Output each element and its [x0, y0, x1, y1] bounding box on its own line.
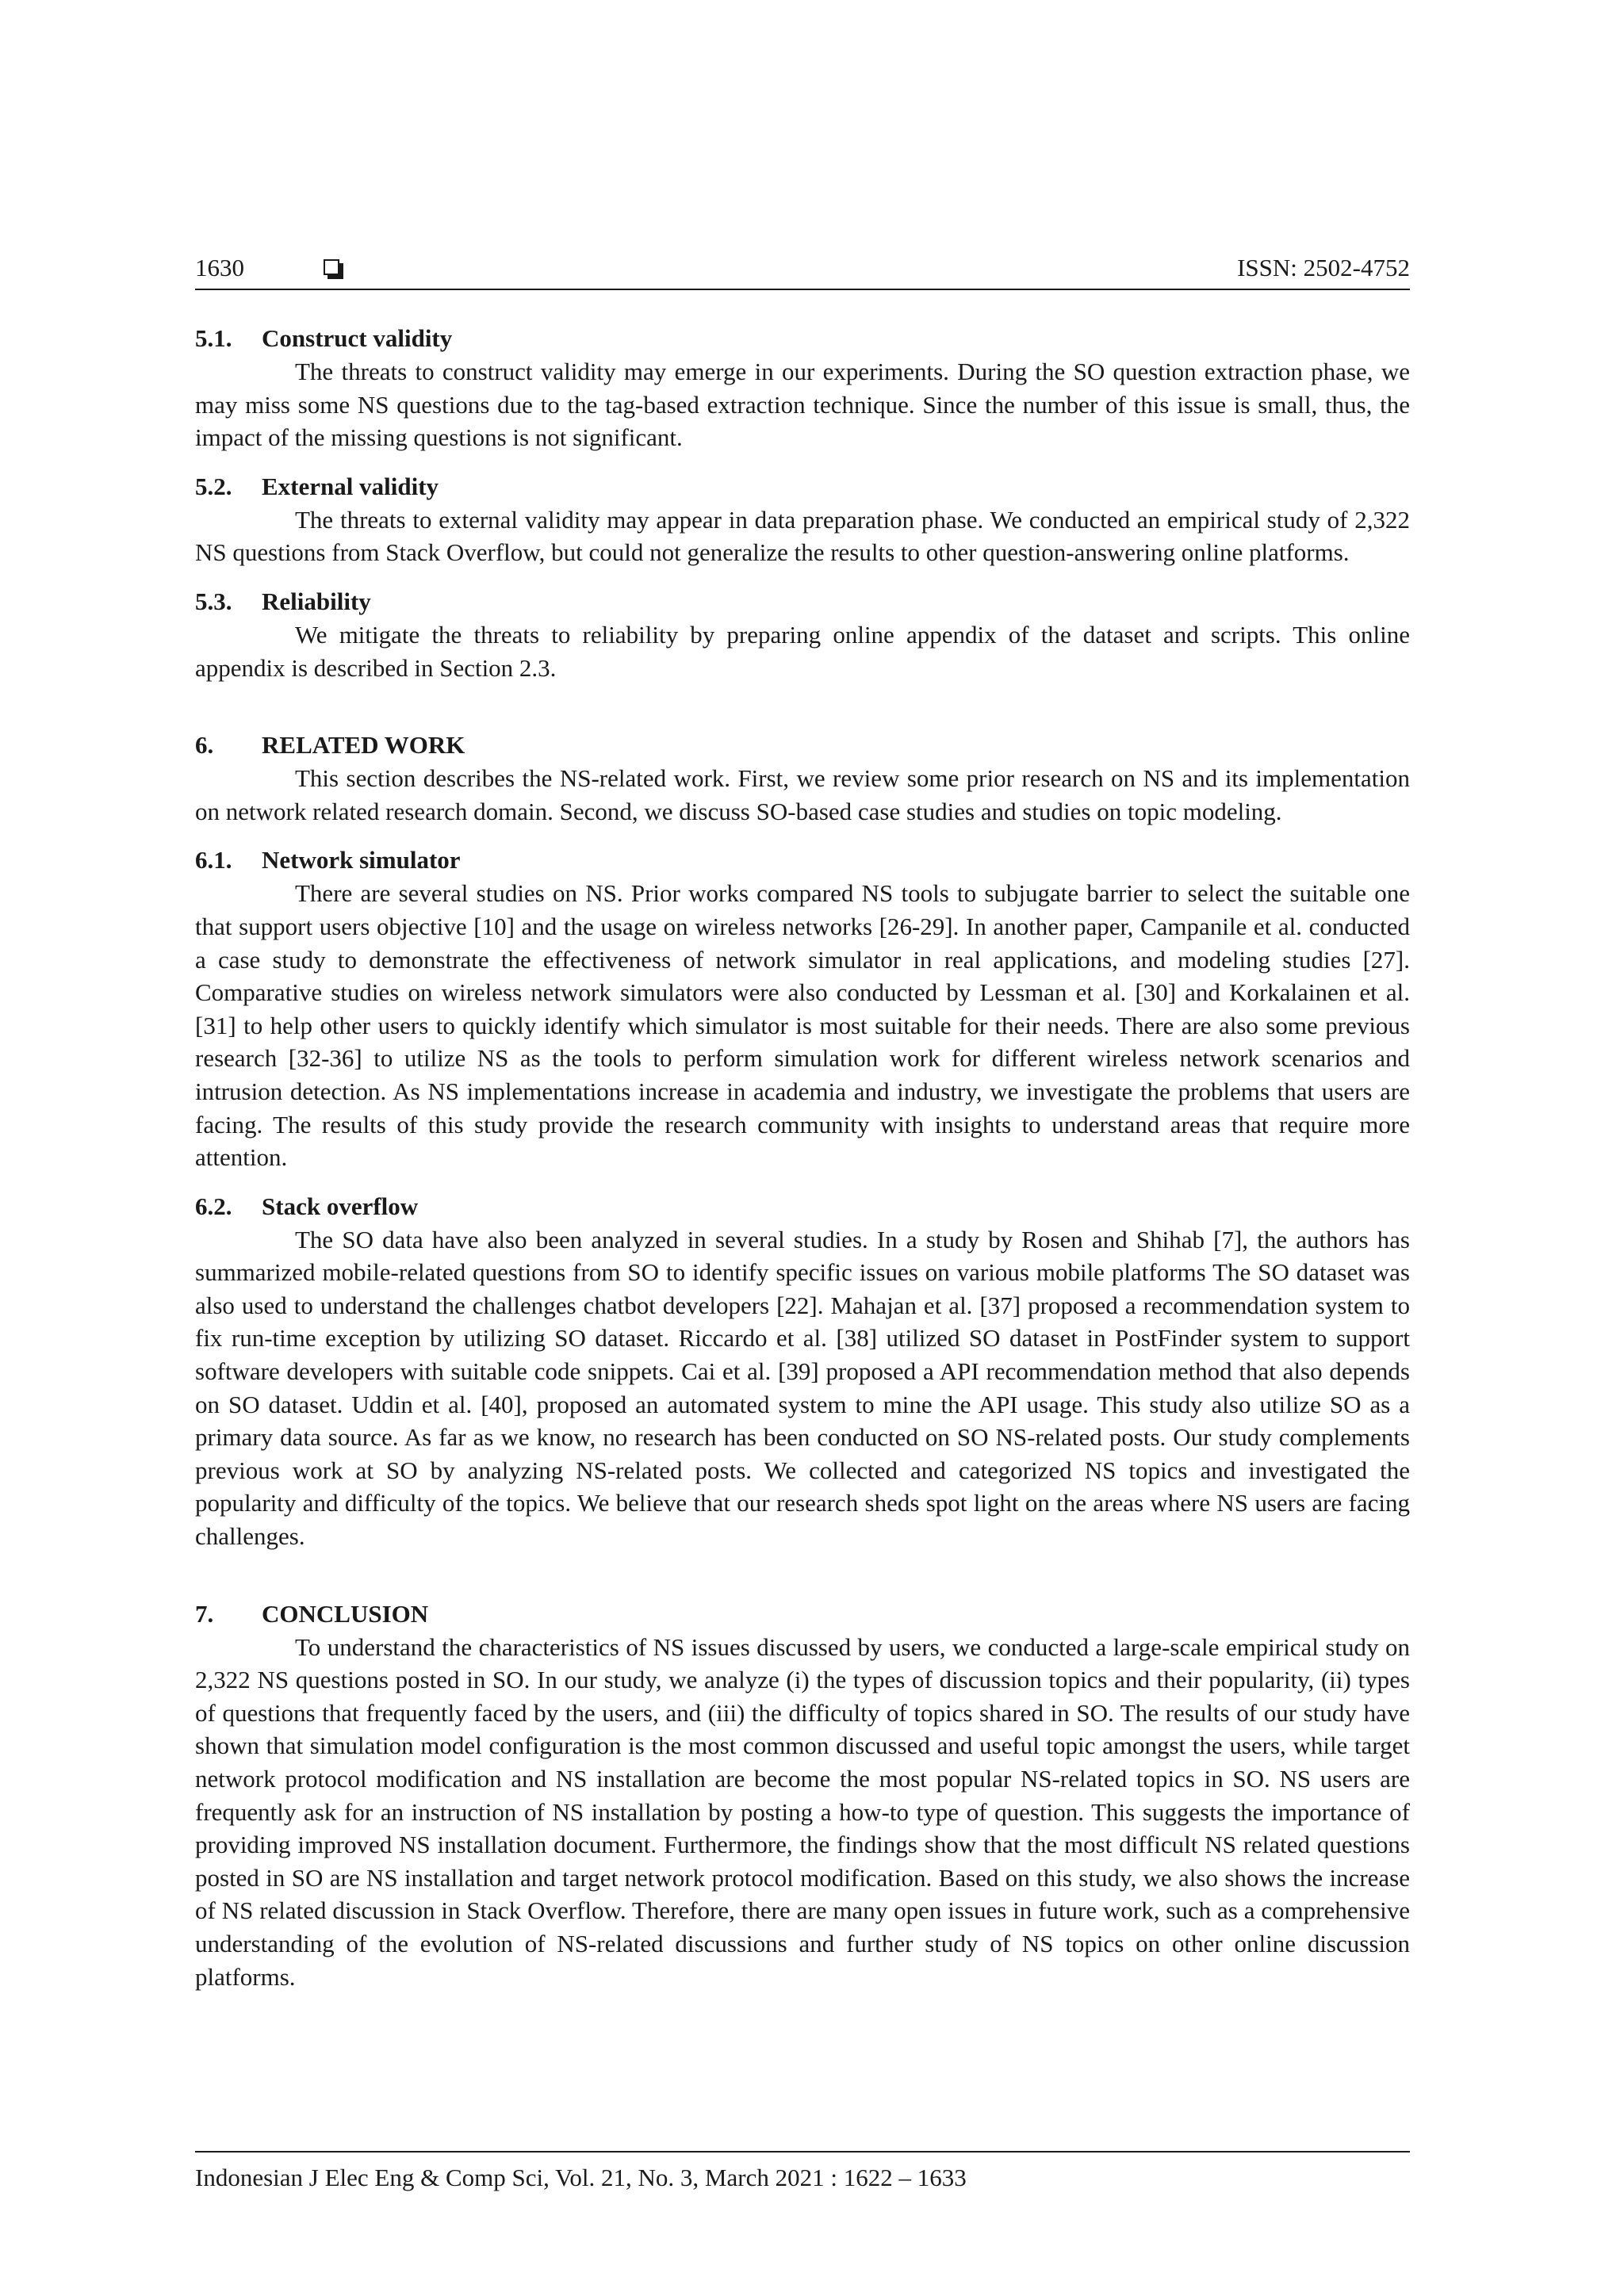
footer-rule	[195, 2151, 1410, 2152]
section-title: RELATED WORK	[262, 731, 465, 760]
section-heading	[195, 729, 1410, 762]
square-box-icon	[324, 259, 339, 275]
section-number: 6.1.	[195, 846, 232, 874]
section-title: Stack overflow	[262, 1192, 419, 1220]
section-number: 5.1.	[195, 324, 232, 352]
section-number: 7.	[195, 1599, 214, 1628]
section-title: Reliability	[262, 587, 371, 615]
section-6-1	[195, 844, 1410, 1173]
header-rule	[195, 289, 1410, 290]
section-paragraph: We mitigate the threats to reliability by preparing online appendix of the dataset and scripts. This online appendix is described in Section 2.3.	[195, 620, 1410, 682]
section-number: 6.2.	[195, 1192, 232, 1220]
section-number: 5.3.	[195, 587, 232, 615]
section-number: 6.	[195, 731, 214, 760]
page-header	[195, 252, 1410, 284]
section-title: Network simulator	[262, 846, 461, 874]
section-paragraph: This section describes the NS-related work. First, we review some prior research on NS and its implementation on network related research domain. Second, we discuss SO-based case studies and studies on topic modeling.	[195, 764, 1410, 825]
section-heading	[195, 1598, 1410, 1631]
section-5-3	[195, 585, 1410, 684]
section-heading	[195, 322, 1410, 355]
section-5-2	[195, 470, 1410, 569]
section-heading	[195, 470, 1410, 503]
section-heading	[195, 1190, 1410, 1223]
section-heading	[195, 844, 1410, 877]
section-5-1	[195, 322, 1410, 454]
issn-label: ISSN: 2502-4752	[1237, 254, 1410, 281]
section-6-2	[195, 1190, 1410, 1553]
section-number: 5.2.	[195, 472, 232, 500]
section-title: CONCLUSION	[262, 1599, 429, 1628]
page	[195, 252, 1410, 1991]
section-heading	[195, 585, 1410, 618]
section-title: External validity	[262, 472, 439, 500]
section-paragraph: To understand the characteristics of NS issues discussed by users, we conducted a large-scale empirical study on 2,322 NS questions posted in SO. In our study, we analyze (i) the types of discussion topics and their popularity, (ii) types of questions that frequently faced by the users, and (iii) the difficulty of topics shared in SO. The results of our study have shown that simulation model configuration is the most common discussed and useful topic amongst the users, while target network protocol modification and NS installation are become the most popular NS-related topics in SO. NS users are frequently ask for an instruction of NS installation by posting a how-to type of question. This suggests the importance of providing improved NS installation document. Furthermore, the findings show that the most difficult NS related questions posted in SO are NS installation and target network protocol modification. Based on this study, we also shows the increase of NS related discussion in Stack Overflow. Therefore, there are many open issues in future work, such as a comprehensive understanding of the evolution of NS-related discussions and further study of NS topics on other online discussion platforms.	[195, 1632, 1410, 1991]
page-number: 1630	[195, 254, 244, 281]
section-paragraph: The SO data have also been analyzed in several studies. In a study by Rosen and Shihab [7], the authors has summarized mobile-related questions from SO to identify specific issues on various mobile platforms The SO dataset was also used to understand the challenges chatbot developers [22]. Mahajan et al. [37] proposed a recommendation system to fix run-time exception by utilizing SO dataset. Riccardo et al. [38] utilized SO dataset in PostFinder system to support software developers with suitable code snippets. Cai et al. [39] proposed a API recommendation method that also depends on SO dataset. Uddin et al. [40], proposed an automated system to mine the API usage. This study also utilize SO as a primary data source. As far as we know, no research has been conducted on SO NS-related posts. Our study complements previous work at SO by analyzing NS-related posts. We collected and categorized NS topics and investigated the popularity and difficulty of the topics. We believe that our research sheds spot light on the areas where NS users are facing challenges.	[195, 1225, 1410, 1551]
section-paragraph: There are several studies on NS. Prior works compared NS tools to subjugate barrier to select the suitable one that support users objective [10] and the usage on wireless networks [26-29]. In another paper, Campanile et al. conducted a case study to demonstrate the effectiveness of network simulator in real applications, and modeling studies [27]. Comparative studies on wireless network simulators were also conducted by Lessman et al. [30] and Korkalainen et al. [31] to help other users to quickly identify which simulator is most suitable for their needs. There are also some previous research [32-36] to utilize NS as the tools to perform simulation work for different wireless network scenarios and intrusion detection. As NS implementations increase in academia and industry, we investigate the problems that users are facing. The results of this study provide the research community with insights to understand areas that require more attention.	[195, 879, 1410, 1172]
section-7	[195, 1598, 1410, 1994]
section-paragraph: The threats to external validity may appear in data preparation phase. We conducted an empirical study of 2,322 NS questions from Stack Overflow, but could not generalize the results to other question-answering online platforms.	[195, 505, 1410, 567]
section-paragraph: The threats to construct validity may emerge in our experiments. During the SO question extraction phase, we may miss some NS questions due to the tag-based extraction technique. Since the number of this issue is small, thus, the impact of the missing questions is not significant.	[195, 358, 1410, 452]
section-title: Construct validity	[262, 324, 453, 352]
footer-citation: Indonesian J Elec Eng & Comp Sci, Vol. 21, No. 3, March 2021 : 1622 – 1633	[195, 2164, 967, 2191]
section-6	[195, 729, 1410, 828]
article-body	[195, 322, 1410, 1993]
